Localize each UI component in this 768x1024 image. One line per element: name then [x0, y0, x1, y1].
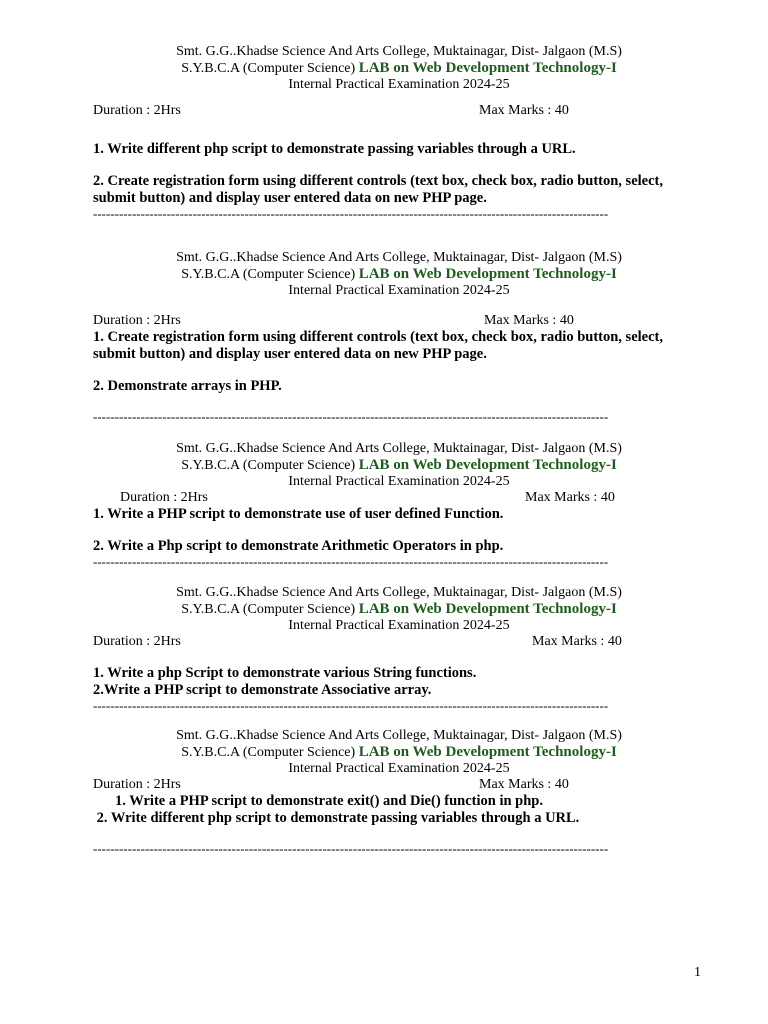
separator-line: ----------------------------------------------------------------------------------------------------------------------- — [93, 410, 609, 424]
slip-header — [93, 585, 705, 634]
max-marks-label: Max Marks : 40 — [532, 634, 622, 649]
exam-name: Internal Practical Examination 2024-25 — [288, 283, 510, 298]
separator-line: ----------------------------------------------------------------------------------------------------------------------- — [93, 699, 609, 713]
separator-line: ----------------------------------------------------------------------------------------------------------------------- — [93, 207, 609, 221]
exam-name: Internal Practical Examination 2024-25 — [288, 474, 510, 489]
question-1: 1. Create registration form using different controls (text box, check box, radio button, select, submit button) and display user entered data on new PHP page. — [93, 329, 663, 362]
slip-header — [93, 441, 705, 490]
exam-name: Internal Practical Examination 2024-25 — [288, 618, 510, 633]
duration-marks-row — [93, 490, 705, 506]
duration-marks-row — [93, 777, 705, 793]
college-name: Smt. G.G..Khadse Science And Arts College, Muktainagar, Dist- Jalgaon (M.S) — [176, 585, 622, 600]
lab-title: LAB on Web Development Technology-I — [358, 60, 617, 76]
college-name: Smt. G.G..Khadse Science And Arts College, Muktainagar, Dist- Jalgaon (M.S) — [176, 728, 622, 743]
duration-marks-row — [93, 313, 705, 329]
exam-name: Internal Practical Examination 2024-25 — [288, 761, 510, 776]
course-name: S.Y.B.C.A (Computer Science) — [181, 745, 359, 760]
course-name: S.Y.B.C.A (Computer Science) — [181, 267, 359, 282]
question-2: 2. Create registration form using different controls (text box, check box, radio button, select, submit button) and display user entered data on new PHP page. — [93, 173, 663, 206]
exam-slip-5 — [93, 728, 705, 856]
course-line — [93, 744, 705, 761]
question-2: 2. Write a Php script to demonstrate Arithmetic Operators in php. — [93, 538, 504, 554]
slip-header — [93, 250, 705, 299]
college-name: Smt. G.G..Khadse Science And Arts College, Muktainagar, Dist- Jalgaon (M.S) — [176, 441, 622, 456]
course-line — [93, 601, 705, 618]
exam-slip-4 — [93, 585, 705, 713]
duration-label: Duration : 2Hrs — [93, 634, 181, 649]
duration-marks-row — [93, 634, 705, 650]
slip-header — [93, 44, 705, 93]
max-marks-label: Max Marks : 40 — [484, 313, 574, 328]
course-name: S.Y.B.C.A (Computer Science) — [181, 602, 359, 617]
exam-slip-3 — [93, 441, 705, 569]
college-name: Smt. G.G..Khadse Science And Arts College, Muktainagar, Dist- Jalgaon (M.S) — [176, 250, 622, 265]
course-line — [93, 60, 705, 77]
max-marks-label: Max Marks : 40 — [525, 490, 615, 505]
question-1: 1. Write a PHP script to demonstrate use of user defined Function. — [93, 506, 504, 522]
duration-label: Duration : 2Hrs — [93, 103, 181, 118]
question-2: 2.Write a PHP script to demonstrate Associative array. — [93, 682, 432, 698]
max-marks-label: Max Marks : 40 — [479, 777, 569, 792]
max-marks-label: Max Marks : 40 — [479, 103, 569, 118]
page-number: 1 — [694, 965, 701, 980]
duration-label: Duration : 2Hrs — [120, 490, 208, 505]
course-name: S.Y.B.C.A (Computer Science) — [181, 458, 359, 473]
question-2: 2. Demonstrate arrays in PHP. — [93, 378, 282, 394]
duration-marks-row — [93, 103, 705, 119]
duration-label: Duration : 2Hrs — [93, 313, 181, 328]
question-1: 1. Write a php Script to demonstrate various String functions. — [93, 665, 477, 681]
exam-name: Internal Practical Examination 2024-25 — [288, 77, 510, 92]
lab-title: LAB on Web Development Technology-I — [358, 457, 617, 473]
question-2: 2. Write different php script to demonstrate passing variables through a URL. — [93, 810, 580, 826]
course-line — [93, 457, 705, 474]
slip-header — [93, 728, 705, 777]
lab-title: LAB on Web Development Technology-I — [358, 601, 617, 617]
course-line — [93, 266, 705, 283]
duration-label: Duration : 2Hrs — [93, 777, 181, 792]
exam-slip-1 — [93, 44, 705, 221]
course-name: S.Y.B.C.A (Computer Science) — [181, 61, 359, 76]
lab-title: LAB on Web Development Technology-I — [358, 266, 617, 282]
question-1: 1. Write a PHP script to demonstrate exit() and Die() function in php. — [115, 793, 543, 809]
separator-line: ----------------------------------------------------------------------------------------------------------------------- — [93, 555, 609, 569]
separator-line: ----------------------------------------------------------------------------------------------------------------------- — [93, 842, 609, 856]
lab-title: LAB on Web Development Technology-I — [358, 744, 617, 760]
question-1: 1. Write different php script to demonstrate passing variables through a URL. — [93, 141, 576, 157]
exam-slip-2 — [93, 250, 705, 424]
college-name: Smt. G.G..Khadse Science And Arts College, Muktainagar, Dist- Jalgaon (M.S) — [176, 44, 622, 59]
